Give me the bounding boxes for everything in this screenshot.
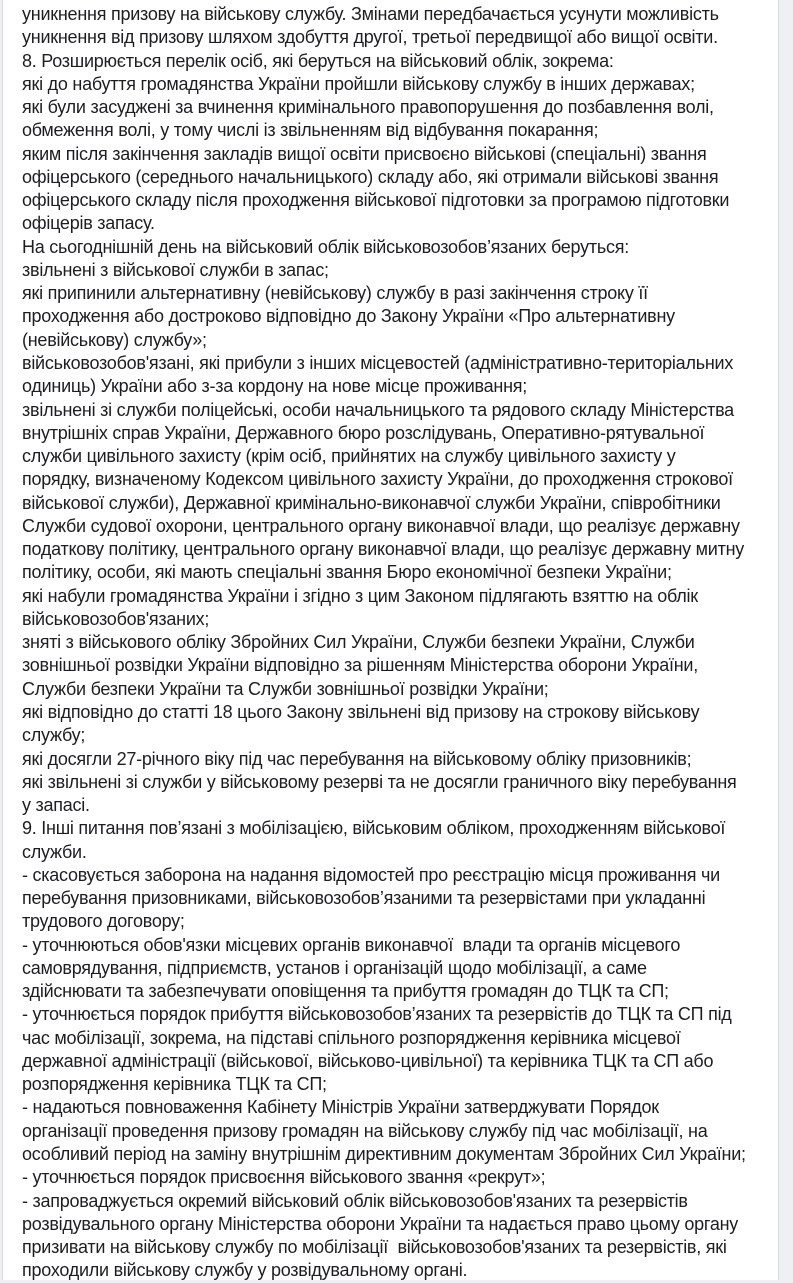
- text-line: - уточнюються обов'язки місцевих органів виконавчої влади та органів місцевого: [22, 934, 681, 955]
- text-line: звільнені з військової служби в запас;: [22, 259, 329, 280]
- text-line: 9. Інші питання пов’язані з мобілізацією, військовим обліком, проходженням військової: [22, 818, 726, 839]
- text-line: політику, особи, які мають спеціальні звання Бюро економічної безпеки України;: [22, 562, 672, 583]
- text-line: військовозобов'язаних;: [22, 608, 210, 629]
- text-line: організації проведення призову громадян на військову службу під час мобілізації, на: [22, 1120, 708, 1141]
- text-line: звільнені зі служби поліцейські, особи начальницького та рядового складу Міністерства: [22, 399, 734, 420]
- text-line: Служби судової охорони, центрального органу виконавчої влади, що реалізує державну: [22, 515, 740, 536]
- text-line: - скасовується заборона на надання відомостей про реєстрацію місця проживання чи: [22, 864, 720, 885]
- text-line: уникнення від призову шляхом здобуття другої, третьої передвищої або вищої освіти.: [22, 27, 718, 48]
- text-line: (невійськову) службу»;: [22, 329, 207, 350]
- text-line: зняті з військового обліку Збройних Сил України, Служби безпеки України, Служби: [22, 632, 695, 653]
- text-line: 8. Розширюється перелік осіб, які беруться на військовий облік, зокрема:: [22, 50, 614, 71]
- text-line: призивати на військову службу по мобілізації військовозобов'язаних та резервістів, які: [22, 1237, 727, 1258]
- text-line: офіцерського (середнього начальницького) складу або, які отримали військові звання: [22, 166, 719, 187]
- text-line: службу;: [22, 725, 86, 746]
- text-line: порядку, визначеному Кодексом цивільного захисту України, до проходження строкової: [22, 469, 733, 490]
- text-line: розвідувального органу Міністерства оборони України та надається право цьому органу: [22, 1213, 739, 1234]
- text-line: які відповідно до статті 18 цього Закону звільнені від призову на строкову військову: [22, 701, 700, 722]
- text-line: уникнення призову на військову службу. Змінами передбачається усунути можливість: [22, 4, 719, 24]
- text-line: особливий період на заміну внутрішнім директивним документам Збройних Сил України;: [22, 1144, 746, 1165]
- text-line: обмеження волі, у тому числі із звільненням від відбування покарання;: [22, 120, 599, 141]
- text-line: які припинили альтернативну (невійськову) службу в разі закінчення строку її: [22, 283, 648, 304]
- text-line: внутрішніх справ України, Державного бюро розслідувань, Оперативно-рятувальної: [22, 422, 705, 443]
- text-line: перебування призовниками, військовозобов’язаними та резервістами при укладанні: [22, 888, 706, 909]
- text-line: зовнішньої розвідки України відповідно за рішенням Міністерства оборони України,: [22, 655, 698, 676]
- text-line: - надаються повноваження Кабінету Міністрів України затверджувати Порядок: [22, 1097, 659, 1118]
- text-line: у запасі.: [22, 795, 90, 816]
- text-line: розпорядження керівника ТЦК та СП;: [22, 1074, 327, 1095]
- text-line: час мобілізації, зокрема, на підставі спільного розпорядження керівника місцевої: [22, 1027, 681, 1048]
- text-line: військової служби), Державної кримінально-виконавчої служби України, співробітники: [22, 492, 721, 513]
- text-line: проходили військову службу у розвідувальному органі.: [22, 1260, 468, 1281]
- text-line: офіцерського складу після проходження військової підготовки за програмою підготовки: [22, 190, 730, 211]
- text-line: - уточнюється порядок прибуття військовозобов’язаних та резервістів до ТЦК та СП під: [22, 1004, 732, 1025]
- post-card: [2, 0, 779, 1280]
- text-line: здійснювати та забезпечувати оповіщення та прибуття громадян до ТЦК та СП;: [22, 981, 669, 1002]
- text-line: державної адміністрації (військової, військово-цивільної) та керівника ТЦК та СП або: [22, 1050, 714, 1071]
- text-line: офіцерів запасу.: [22, 213, 155, 234]
- text-line: які до набуття громадянства України пройшли військову службу в інших державах;: [22, 73, 695, 94]
- text-line: які звільнені зі служби у військовому резерві та не досягли граничного віку перебування: [22, 771, 737, 792]
- text-line: - уточнюється порядок присвоєння військового звання «рекрут»;: [22, 1167, 546, 1188]
- text-line: проходження або достроково відповідно до Закону України «Про альтернативну: [22, 306, 675, 327]
- text-line: трудового договору;: [22, 911, 185, 932]
- text-line: які набули громадянства України і згідно з цим Законом підлягають взяттю на облік: [22, 585, 698, 606]
- text-line: одиниць) України або з-за кордону на нове місце проживання;: [22, 376, 528, 397]
- text-line: Служби безпеки України та Служби зовнішньої розвідки України;: [22, 678, 549, 699]
- text-line: яким після закінчення закладів вищої освіти присвоєно військові (спеціальні) звання: [22, 143, 707, 164]
- text-line: На сьогоднішній день на військовий облік військовозобов’язаних беруться:: [22, 236, 629, 257]
- post-text: [3, 0, 778, 1283]
- text-line: які були засуджені за вчинення кримінального правопорушення до позбавлення волі,: [22, 97, 714, 118]
- text-line: - запроваджується окремий військовий облік військовозобов'язаних та резервістів: [22, 1190, 688, 1211]
- text-line: служби цивільного захисту (крім осіб, прийнятих на службу цивільного захисту у: [22, 446, 676, 467]
- text-line: які досягли 27-річного віку під час перебування на військовому обліку призовників;: [22, 748, 692, 769]
- text-line: податкову політику, центрального органу виконавчої влади, що реалізує державну митну: [22, 539, 745, 560]
- text-line: самоврядування, підприємств, установ і організацій щодо мобілізації, а саме: [22, 957, 647, 978]
- text-line: служби.: [22, 841, 87, 862]
- text-line: військовозобов'язані, які прибули з інших місцевостей (адміністративно-територіальних: [22, 352, 734, 373]
